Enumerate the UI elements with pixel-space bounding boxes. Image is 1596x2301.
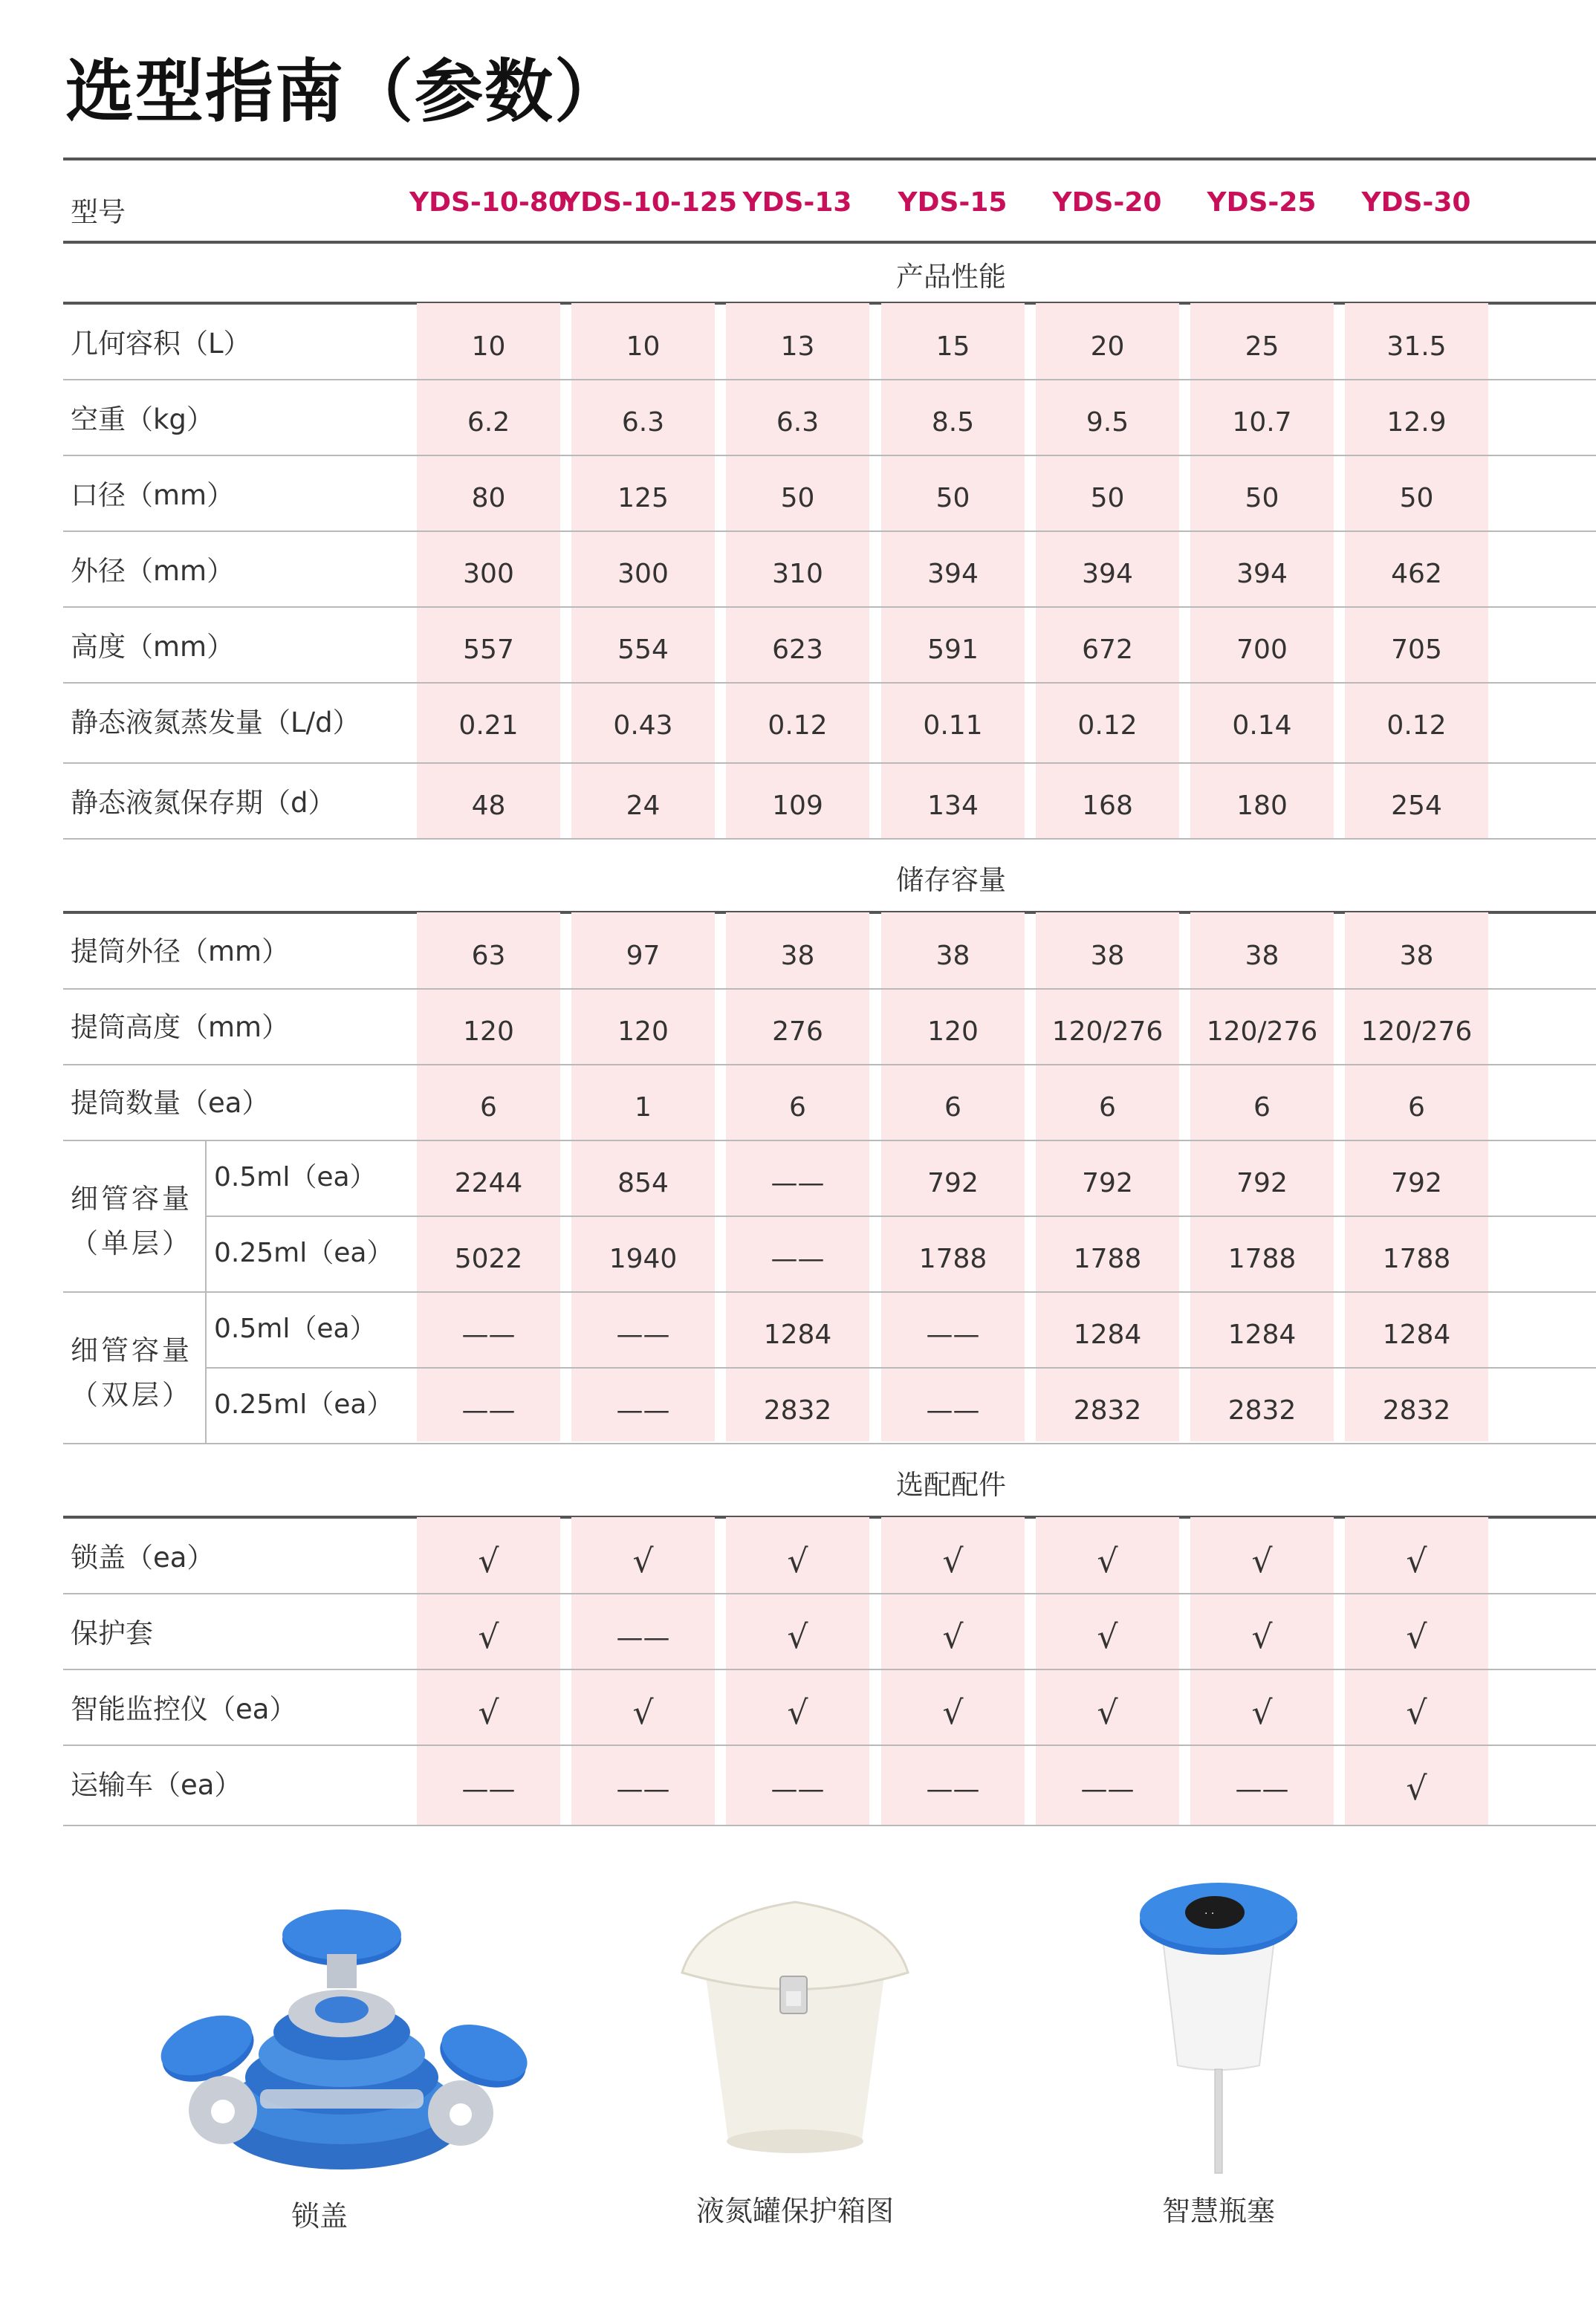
sub-row-label: 0.25ml（ea） (214, 1389, 394, 1420)
image-caption-lock-lid: 锁盖 (291, 2200, 348, 2233)
value-cell: 24 (626, 791, 661, 821)
row-divider (63, 606, 1596, 608)
section-title-performance: 产品性能 (896, 261, 1006, 293)
row-divider (63, 1443, 1596, 1444)
group-label-line1: 细管容量 (71, 1334, 192, 1366)
value-cell: 1940 (609, 1244, 678, 1274)
value-cell: 120/276 (1051, 1016, 1164, 1047)
section-title-accessories: 选配配件 (896, 1469, 1006, 1501)
value-cell: 50 (935, 483, 970, 513)
value-cell: —— (771, 1168, 825, 1198)
value-cell: 1284 (1227, 1320, 1297, 1350)
sub-row-label: 0.5ml（ea） (214, 1314, 377, 1344)
value-cell: √ (942, 1694, 964, 1732)
value-cell: 1788 (1382, 1244, 1451, 1274)
row-divider (63, 1140, 1596, 1141)
value-cell: 672 (1082, 635, 1133, 665)
value-cell: 6 (789, 1092, 806, 1123)
value-cell: 0.43 (613, 710, 673, 741)
value-cell: 10.7 (1232, 407, 1292, 438)
value-cell: √ (1251, 1618, 1273, 1656)
value-cell: √ (632, 1694, 654, 1732)
value-cell: —— (771, 1244, 825, 1274)
value-cell: 1284 (1382, 1320, 1451, 1350)
value-cell: √ (787, 1542, 808, 1580)
value-cell: 6.3 (621, 407, 665, 438)
value-cell: 310 (772, 559, 823, 589)
value-cell: 1284 (763, 1320, 832, 1350)
value-cell: —— (1235, 1774, 1289, 1805)
value-cell: —— (771, 1774, 825, 1805)
value-cell: —— (926, 1395, 980, 1426)
value-cell: 394 (1082, 559, 1133, 589)
value-cell: 1788 (1227, 1244, 1297, 1274)
value-cell: 792 (1391, 1168, 1442, 1198)
value-cell: √ (478, 1618, 499, 1656)
value-cell: 125 (617, 483, 669, 513)
model-header: YDS-15 (898, 187, 1008, 218)
row-divider (63, 158, 1596, 160)
row-divider (63, 1669, 1596, 1670)
value-cell: 5022 (454, 1244, 523, 1274)
value-cell: √ (1251, 1542, 1273, 1580)
row-label: 保护套 (71, 1617, 153, 1649)
value-cell: —— (1080, 1774, 1135, 1805)
value-cell: 38 (935, 941, 970, 971)
value-cell: 0.12 (1386, 710, 1447, 741)
value-cell: 854 (617, 1168, 669, 1198)
value-cell: 120/276 (1360, 1016, 1473, 1047)
value-cell: 705 (1391, 635, 1442, 665)
value-cell: 120 (617, 1016, 669, 1047)
value-cell: 134 (927, 791, 979, 821)
value-cell: 12.9 (1386, 407, 1447, 438)
value-cell: 180 (1236, 791, 1288, 821)
value-cell: 50 (1245, 483, 1279, 513)
value-cell: √ (1406, 1618, 1427, 1656)
row-label: 空重（kg） (71, 403, 214, 435)
row-label: 高度（mm） (71, 631, 235, 663)
value-cell: 6 (944, 1092, 961, 1123)
value-cell: √ (478, 1694, 499, 1732)
straw-group-label (71, 1328, 192, 1418)
value-cell: 168 (1082, 791, 1133, 821)
value-cell: 0.12 (768, 710, 828, 741)
value-cell: 38 (1245, 941, 1279, 971)
sub-row-label: 0.25ml（ea） (214, 1238, 394, 1268)
value-cell: 276 (772, 1016, 823, 1047)
protective-case-icon (669, 1895, 921, 2177)
value-cell: 6 (1099, 1092, 1116, 1123)
row-label: 提筒数量（ea） (71, 1087, 270, 1119)
value-cell: √ (1406, 1542, 1427, 1580)
value-cell: 6.2 (467, 407, 510, 438)
value-cell: 394 (1236, 559, 1288, 589)
row-divider (63, 241, 1596, 244)
value-cell: —— (616, 1320, 670, 1350)
value-cell: 97 (626, 941, 661, 971)
value-cell: 2832 (1382, 1395, 1451, 1426)
value-cell: 2832 (1073, 1395, 1142, 1426)
value-cell: 48 (471, 791, 506, 821)
model-header: YDS-25 (1207, 187, 1317, 218)
value-cell: √ (787, 1694, 808, 1732)
value-cell: 0.12 (1077, 710, 1138, 741)
value-cell: 300 (617, 559, 669, 589)
row-label: 口径（mm） (71, 479, 235, 511)
sub-row-divider (205, 1367, 1596, 1369)
value-cell: 38 (780, 941, 815, 971)
value-cell: 120 (927, 1016, 979, 1047)
value-cell: —— (616, 1623, 670, 1653)
value-cell: 254 (1391, 791, 1442, 821)
row-divider (63, 455, 1596, 456)
row-label: 运输车（ea） (71, 1769, 242, 1801)
value-cell: 109 (772, 791, 823, 821)
smart-stopper-icon (1133, 1880, 1304, 2177)
value-cell: 9.5 (1086, 407, 1129, 438)
value-cell: 2832 (763, 1395, 832, 1426)
row-divider (63, 682, 1596, 684)
value-cell: 6 (1253, 1092, 1271, 1123)
model-header: YDS-10-80 (409, 187, 567, 218)
value-cell: 394 (927, 559, 979, 589)
value-cell: 1788 (1073, 1244, 1142, 1274)
value-cell: 20 (1090, 331, 1125, 362)
section-title-storage: 储存容量 (896, 864, 1006, 896)
value-cell: 557 (463, 635, 514, 665)
value-cell: 0.14 (1232, 710, 1292, 741)
row-label: 提筒高度（mm） (71, 1011, 290, 1043)
model-header: YDS-13 (742, 187, 852, 218)
value-cell: 792 (927, 1168, 979, 1198)
value-cell: 13 (780, 331, 815, 362)
value-cell: 700 (1236, 635, 1288, 665)
value-cell: 2244 (454, 1168, 523, 1198)
value-cell: 50 (780, 483, 815, 513)
row-label: 静态液氮保存期（d） (71, 787, 336, 819)
value-cell: —— (461, 1395, 516, 1426)
row-divider (63, 838, 1596, 840)
value-cell: 6 (1408, 1092, 1425, 1123)
value-cell: 63 (471, 941, 506, 971)
row-divider (63, 530, 1596, 532)
value-cell: 1 (635, 1092, 652, 1123)
sub-row-label: 0.5ml（ea） (214, 1162, 377, 1192)
row-label: 几何容积（L） (71, 328, 251, 360)
row-label: 提筒外径（mm） (71, 935, 290, 967)
row-divider (63, 1593, 1596, 1594)
svg-text:· ·: · · (1204, 1908, 1215, 1920)
value-cell: 2832 (1227, 1395, 1297, 1426)
value-cell: √ (942, 1618, 964, 1656)
value-cell: 15 (935, 331, 970, 362)
value-cell: 300 (463, 559, 514, 589)
model-header: YDS-10-125 (561, 187, 738, 218)
value-cell: 38 (1399, 941, 1434, 971)
group-label-line2: （双层） (71, 1379, 192, 1411)
value-cell: —— (461, 1774, 516, 1805)
value-cell: 1284 (1073, 1320, 1142, 1350)
lock-lid-icon (141, 1902, 542, 2199)
row-label: 智能监控仪（ea） (71, 1693, 297, 1725)
value-cell: √ (787, 1618, 808, 1656)
value-cell: 25 (1245, 331, 1279, 362)
value-cell: 120/276 (1206, 1016, 1318, 1047)
value-cell: √ (942, 1542, 964, 1580)
row-label: 静态液氮蒸发量（L/d） (71, 707, 360, 739)
value-cell: —— (616, 1774, 670, 1805)
value-cell: √ (1406, 1770, 1427, 1808)
row-divider (63, 1291, 1596, 1293)
value-cell: √ (1097, 1542, 1118, 1580)
value-cell: 792 (1082, 1168, 1133, 1198)
value-cell: √ (1251, 1694, 1273, 1732)
value-cell: 792 (1236, 1168, 1288, 1198)
model-header: YDS-20 (1052, 187, 1162, 218)
image-caption-smart-stopper: 智慧瓶塞 (1161, 2195, 1275, 2227)
value-cell: √ (1406, 1694, 1427, 1732)
value-cell: 0.11 (923, 710, 983, 741)
model-header-label: 型号 (71, 196, 126, 228)
row-label: 外径（mm） (71, 555, 235, 587)
value-cell: √ (1097, 1618, 1118, 1656)
row-divider (63, 1825, 1596, 1826)
value-cell: √ (1097, 1694, 1118, 1732)
sub-row-divider (205, 1216, 1596, 1217)
value-cell: 38 (1090, 941, 1125, 971)
row-divider (63, 988, 1596, 990)
row-label: 锁盖（ea） (71, 1542, 215, 1574)
value-cell: 591 (927, 635, 979, 665)
value-cell: 6 (480, 1092, 497, 1123)
value-cell: √ (632, 1542, 654, 1580)
value-cell: 50 (1090, 483, 1125, 513)
value-cell: 10 (471, 331, 506, 362)
value-cell: —— (461, 1320, 516, 1350)
row-divider (63, 762, 1596, 764)
value-cell: 462 (1391, 559, 1442, 589)
value-cell: —— (616, 1395, 670, 1426)
row-divider (63, 1745, 1596, 1746)
value-cell: 8.5 (931, 407, 975, 438)
value-cell: 623 (772, 635, 823, 665)
row-divider (63, 1064, 1596, 1065)
model-header: YDS-30 (1361, 187, 1471, 218)
value-cell: 6.3 (776, 407, 820, 438)
image-caption-protective-case: 液氮罐保护箱图 (695, 2195, 894, 2227)
row-divider (63, 379, 1596, 380)
value-cell: 10 (626, 331, 661, 362)
value-cell: √ (478, 1542, 499, 1580)
value-cell: 31.5 (1386, 331, 1447, 362)
value-cell: 554 (617, 635, 669, 665)
group-label-line2: （单层） (71, 1227, 192, 1259)
value-cell: 120 (463, 1016, 514, 1047)
page-title: 选型指南（参数） (65, 52, 625, 132)
value-cell: 0.21 (458, 710, 519, 741)
value-cell: —— (926, 1774, 980, 1805)
group-label-line1: 细管容量 (71, 1183, 192, 1215)
value-cell: 80 (471, 483, 506, 513)
value-cell: 50 (1399, 483, 1434, 513)
value-cell: 1788 (918, 1244, 987, 1274)
straw-group-label (71, 1177, 192, 1266)
value-cell: —— (926, 1320, 980, 1350)
